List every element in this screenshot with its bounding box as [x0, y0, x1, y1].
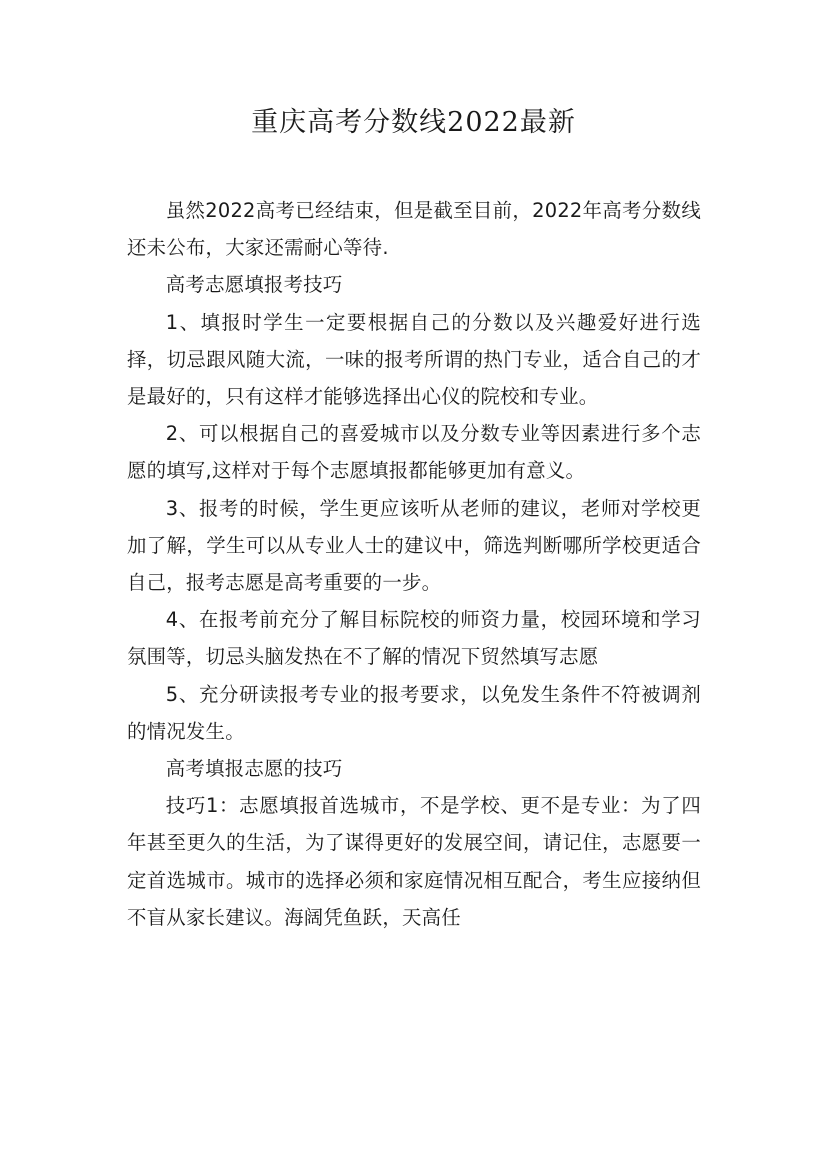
tip-paragraph-1: 1、填报时学生一定要根据自己的分数以及兴趣爱好进行选择，切忌跟风随大流，一味的报考所谓的热门专业，适合自己的才是最好的，只有这样才能够选择出心仪的院校和专业。 [127, 310, 701, 409]
tip-paragraph-4: 4、在报考前充分了解目标院校的师资力量，校园环境和学习氛围等，切忌头脑发热在不了解的情况下贸然填写志愿 [127, 608, 701, 669]
section-heading-tips: 高考志愿填报考技巧 [165, 273, 343, 297]
section-heading-skills: 高考填报志愿的技巧 [165, 757, 343, 781]
document-title: 重庆高考分数线2022最新 [251, 107, 576, 138]
tip-paragraph-5: 5、充分研读报考专业的报考要求，以免发生条件不符被调剂的情况发生。 [127, 682, 701, 743]
tip-paragraph-3: 3、报考的时候，学生更应该听从老师的建议，老师对学校更加了解，学生可以从专业人士的建议中，筛选判断哪所学校更适合自己，报考志愿是高考重要的一步。 [127, 496, 701, 595]
tip-paragraph-2: 2、可以根据自己的喜爱城市以及分数专业等因素进行多个志愿的填写,这样对于每个志愿填报都能够更加有意义。 [127, 422, 701, 483]
skill-paragraph-1: 技巧1：志愿填报首选城市，不是学校、更不是专业：为了四年甚至更久的生活，为了谋得更好的发展空间，请记住，志愿要一定首选城市。城市的选择必须和家庭情况相互配合，考生应接纳但不盲从家长建议。海阔凭鱼跃，天高任 [127, 794, 701, 929]
document-body [127, 192, 701, 936]
intro-paragraph: 虽然2022高考已经结束，但是截至目前，2022年高考分数线还未公布，大家还需耐心等待. [127, 199, 701, 260]
